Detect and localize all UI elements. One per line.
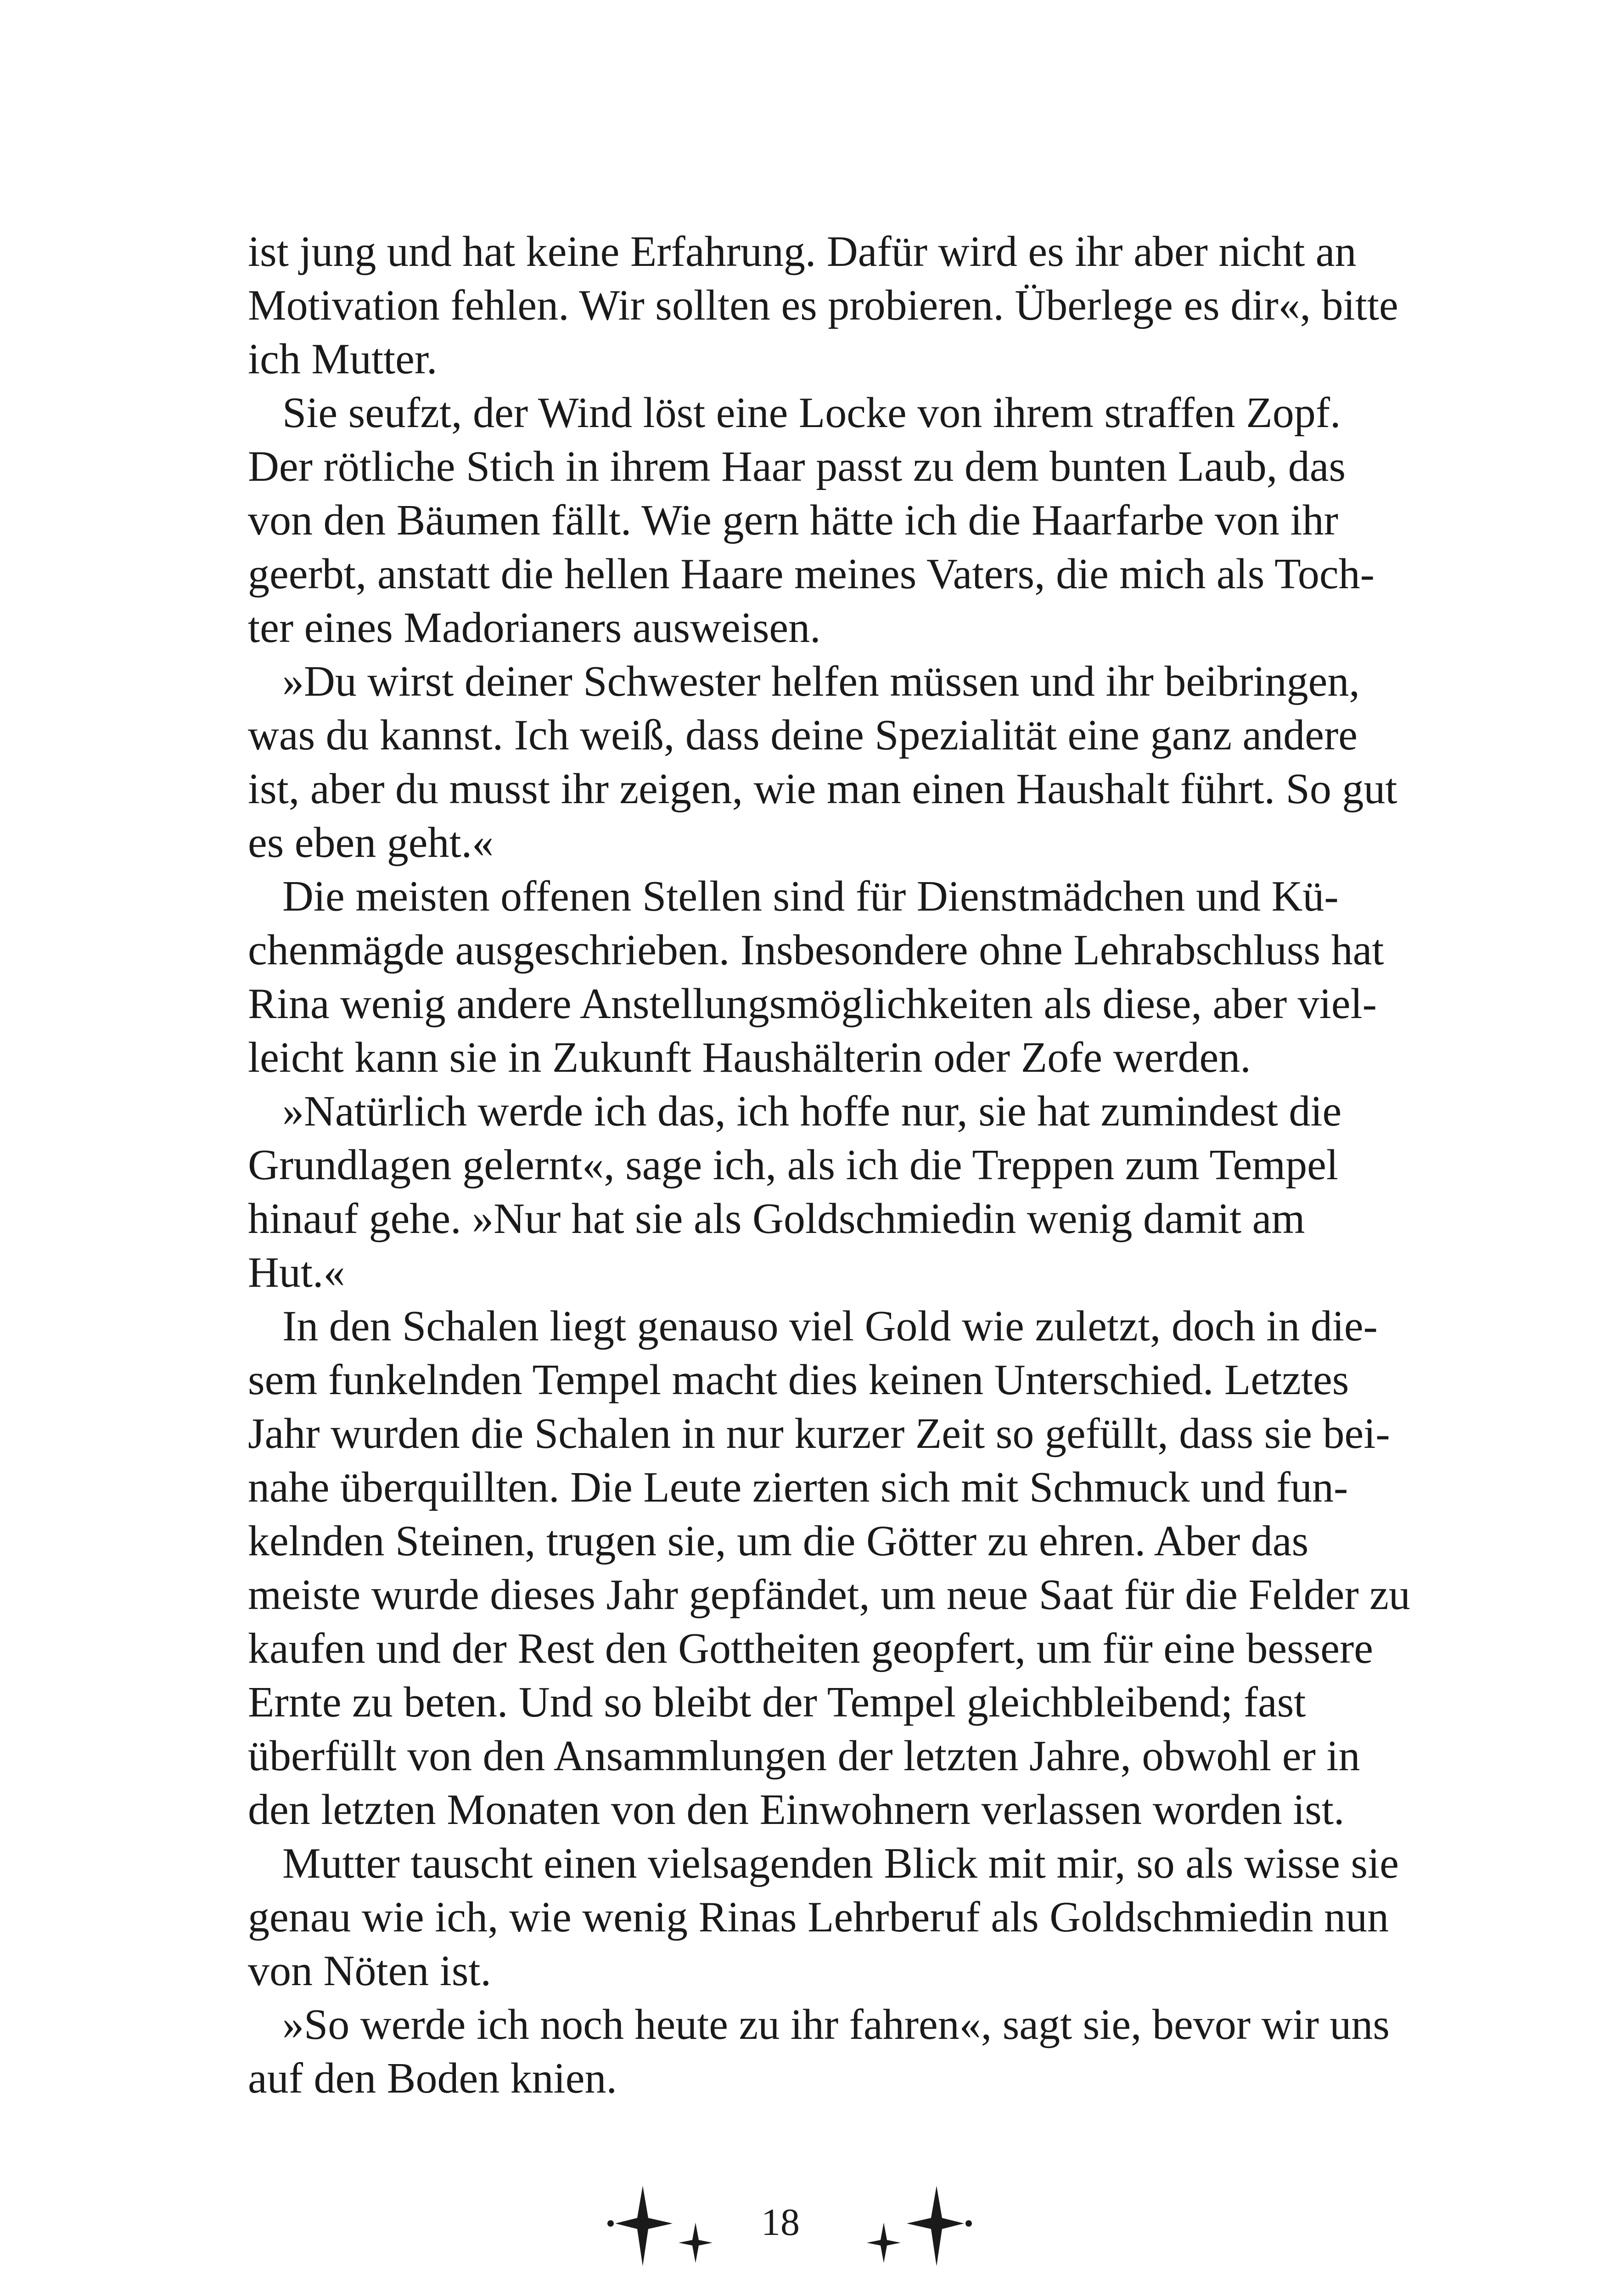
- text-line: ter eines Madorianers ausweisen.: [248, 604, 821, 652]
- text-line: Motivation fehlen. Wir sollten es probieren. Überlege es dir«, bitte: [248, 281, 1398, 329]
- text-line: nahe überquillten. Die Leute zierten sich mit Schmuck und fun-: [248, 1463, 1348, 1511]
- text-line: ist, aber du musst ihr zeigen, wie man einen Haushalt führt. So gut: [248, 765, 1397, 813]
- text-line: meiste wurde dieses Jahr gepfändet, um neue Saat für die Felder zu: [248, 1571, 1410, 1619]
- text-line: Hut.«: [248, 1249, 345, 1296]
- text-line: In den Schalen liegt genauso viel Gold wie zuletzt, doch in die-: [282, 1302, 1378, 1350]
- text-line: »So werde ich noch heute zu ihr fahren«, sagt sie, bevor wir uns: [282, 2001, 1390, 2048]
- text-line: Rina wenig andere Anstellungsmöglichkeiten als diese, aber viel-: [248, 980, 1377, 1028]
- text-line: leicht kann sie in Zukunft Haushälterin oder Zofe werden.: [248, 1034, 1251, 1081]
- text-line: den letzten Monaten von den Einwohnern verlassen worden ist.: [248, 1786, 1345, 1834]
- text-line: von Nöten ist.: [248, 1947, 492, 1995]
- text-line: ist jung und hat keine Erfahrung. Dafür wird es ihr aber nicht an: [248, 228, 1357, 276]
- text-line: Grundlagen gelernt«, sage ich, als ich die Treppen zum Tempel: [248, 1141, 1339, 1189]
- text-line: Jahr wurden die Schalen in nur kurzer Zeit so gefüllt, dass sie bei-: [248, 1410, 1390, 1458]
- text-line: Die meisten offenen Stellen sind für Dienstmädchen und Kü-: [282, 872, 1339, 920]
- text-line: überfüllt von den Ansammlungen der letzten Jahre, obwohl er in: [248, 1732, 1360, 1780]
- text-line: hinauf gehe. »Nur hat sie als Goldschmiedin wenig damit am: [248, 1195, 1305, 1243]
- text-line: geerbt, anstatt die hellen Haare meines Vaters, die mich als Toch-: [248, 550, 1375, 598]
- text-line: Der rötliche Stich in ihrem Haar passt zu dem bunten Laub, das: [248, 443, 1346, 490]
- page-footer: [0, 2186, 1616, 2296]
- text-line: was du kannst. Ich weiß, dass deine Spezialität eine ganz andere: [248, 711, 1358, 759]
- text-line: »Du wirst deiner Schwester helfen müssen und ihr beibringen,: [282, 658, 1360, 705]
- text-line: Sie seufzt, der Wind löst eine Locke von ihrem straffen Zopf.: [282, 389, 1341, 437]
- text-line: es eben geht.«: [248, 819, 494, 867]
- text-line: chenmägde ausgeschrieben. Insbesondere ohne Lehrabschluss hat: [248, 926, 1384, 974]
- text-line: Mutter tauscht einen vielsagenden Blick mit mir, so als wisse sie: [282, 1840, 1399, 1887]
- text-line: »Natürlich werde ich das, ich hoffe nur, sie hat zumindest die: [282, 1087, 1342, 1135]
- text-line: genau wie ich, wie wenig Rinas Lehrberuf als Goldschmiedin nun: [248, 1893, 1389, 1941]
- sparkle-stars-icon: [592, 2186, 739, 2278]
- body-text: [248, 225, 1410, 2105]
- text-line: sem funkelnden Tempel macht dies keinen Unterschied. Letztes: [248, 1356, 1349, 1404]
- text-line: ich Mutter.: [248, 335, 438, 383]
- text-line: auf den Boden knien.: [248, 2054, 617, 2102]
- sparkle-stars-icon: [840, 2186, 987, 2278]
- text-line: kaufen und der Rest den Gottheiten geopfert, um für eine bessere: [248, 1625, 1373, 1672]
- page-number: 18: [761, 2201, 800, 2244]
- text-line: von den Bäumen fällt. Wie gern hätte ich die Haarfarbe von ihr: [248, 496, 1338, 544]
- text-line: Ernte zu beten. Und so bleibt der Tempel gleichbleibend; fast: [248, 1678, 1306, 1726]
- text-line: kelnden Steinen, trugen sie, um die Götter zu ehren. Aber das: [248, 1517, 1309, 1565]
